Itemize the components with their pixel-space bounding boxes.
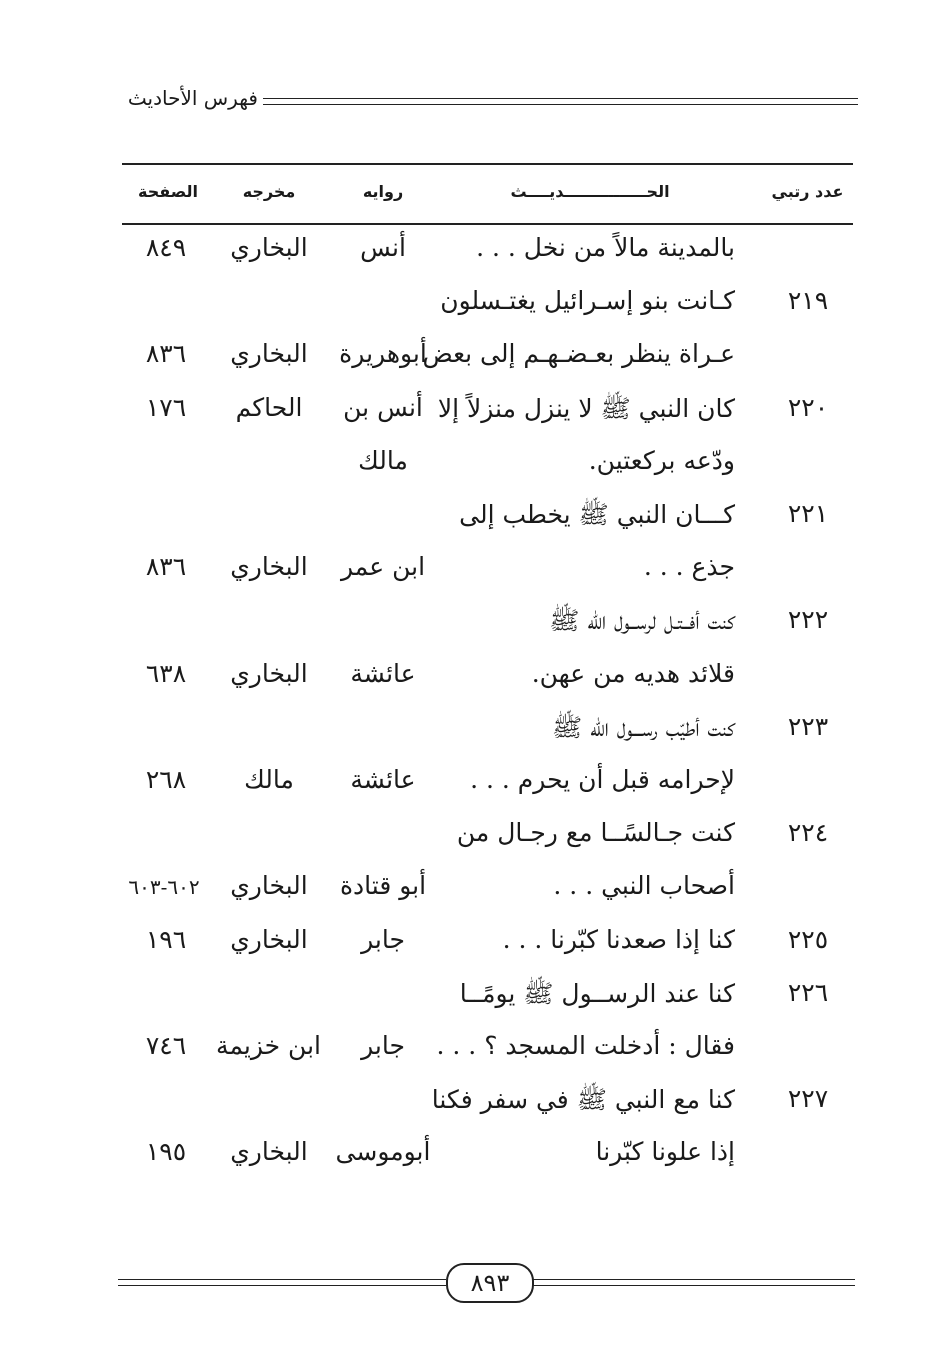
source-cell: البخاري [230,1137,308,1167]
narrator-cell: عائشة [350,765,416,794]
page-cell: ٨٣٦ [145,552,187,582]
table-row [122,865,853,917]
hadith-text: كنا إذا صعدنا كبّرنا . . . [502,924,735,954]
narrator-cell: أبوهريرة [339,339,427,369]
narrator-cell: أنس بن [343,392,423,422]
table-row [122,546,853,598]
footer-rule-left [118,1279,446,1286]
table-row [122,227,853,279]
hadith-text: إذا علونا كبّرنا [595,1137,735,1167]
table-row [122,759,853,811]
table-row [122,706,853,758]
hadith-number: ٢٢٠ [787,392,829,422]
running-header [118,86,858,116]
page-cell: ٨٤٩ [145,233,187,262]
source-cell: البخاري [230,552,308,582]
table-top-rule [122,163,853,165]
hadith-text: فقال : أدخلت المسجد ؟ . . . [436,1031,735,1060]
running-title: فهرس الأحاديث [127,86,258,110]
hadith-number: ٢٢٥ [787,924,829,954]
table-row [122,919,853,971]
hadith-number: ٢٢٧ [787,1084,829,1114]
header-rule [263,98,858,105]
narrator-cell: ابن عمر [340,552,426,582]
hadith-text: كـانت بنو إسـرائيل يغتـسلون [440,286,735,316]
table-row [122,1078,853,1130]
hadith-number: ٢٢٦ [787,977,829,1007]
source-cell: البخاري [230,924,308,954]
hadith-number: ٢٢٢ [787,605,829,635]
hadith-number: ٢٢٤ [787,818,829,848]
table-row [122,387,853,439]
column-header-page: الصفحة [137,182,198,201]
table-row [122,440,853,492]
hadith-text: عـراة ينظر بعـضـهـم إلى بعض [422,339,735,369]
hadith-text: بالمدينة مالاً من نخل . . . [476,233,735,262]
source-cell: البخاري [230,871,308,901]
table-row [122,493,853,545]
hadith-number: ٢١٩ [787,286,829,316]
source-cell: البخاري [230,233,308,262]
page-cell: ١٩٦ [145,924,187,954]
narrator-cell: جابر [361,1031,405,1060]
footer-rule-right [530,1279,855,1286]
hadith-text: جذع . . . [643,552,735,582]
page-cell: ١٩٥ [145,1137,187,1167]
page-cell: ٦٠٢-٦٠٣ [128,875,200,900]
hadith-text: لإحرامه قبل أن يحرم . . . [470,765,735,794]
table-row [122,280,853,332]
table-row [122,599,853,651]
hadith-text: قلائد هديه من عهن. [531,658,735,688]
hadith-text: كـــان النبي ﷺ يخطب إلى [459,500,735,529]
source-cell: البخاري [230,339,308,369]
page-cell: ٢٦٨ [145,765,187,794]
narrator-cell: مالك [358,445,408,475]
column-header-narrator: روايه [362,182,404,201]
hadith-text: كان النبي ﷺ لا ينزل منزلاً إلا [437,393,735,423]
hadith-text: كنت أفــتـل لرســول الله ﷺ [549,606,735,636]
column-header-number: عدد رتبي [771,182,844,201]
hadith-text: كنا مع النبي ﷺ في سفر فكنا [431,1085,735,1115]
table-row [122,972,853,1024]
hadith-number: ٢٢١ [787,499,829,528]
table-row [122,1131,853,1183]
column-header-source: مخرجه [242,182,296,201]
hadith-text: كنا عند الرســول ﷺ يومًــا [459,978,735,1008]
hadith-text: كنت جـالسًــا مع رجـال من [456,818,735,848]
table-header-rule [122,223,853,225]
page-cell: ٧٤٦ [145,1031,187,1060]
hadith-text: كنت أطيّب رســـول الله ﷺ [552,712,735,742]
hadith-text: ودّعه بركعتين. [588,445,735,475]
narrator-cell: جابر [361,924,405,954]
page-cell: ٦٣٨ [145,658,187,688]
narrator-cell: عائشة [350,658,416,688]
table-row [122,653,853,705]
hadith-number: ٢٢٣ [787,711,829,741]
column-header-text: الحـــــــــــــــديــــث [510,182,670,201]
table-row [122,1025,853,1077]
page-cell: ١٧٦ [145,392,187,422]
source-cell: الحاكم [235,392,303,422]
table-row [122,812,853,864]
page-number: ٨٩٣ [446,1263,534,1303]
page-cell: ٨٣٦ [145,339,187,369]
hadith-text: أصحاب النبي . . . [553,871,735,901]
narrator-cell: أبوموسى [335,1137,431,1167]
narrator-cell: أنس [360,233,406,262]
source-cell: ابن خزيمة [216,1031,321,1060]
source-cell: البخاري [230,658,308,688]
source-cell: مالك [244,765,294,794]
narrator-cell: أبو قتادة [339,871,427,901]
table-row [122,333,853,385]
